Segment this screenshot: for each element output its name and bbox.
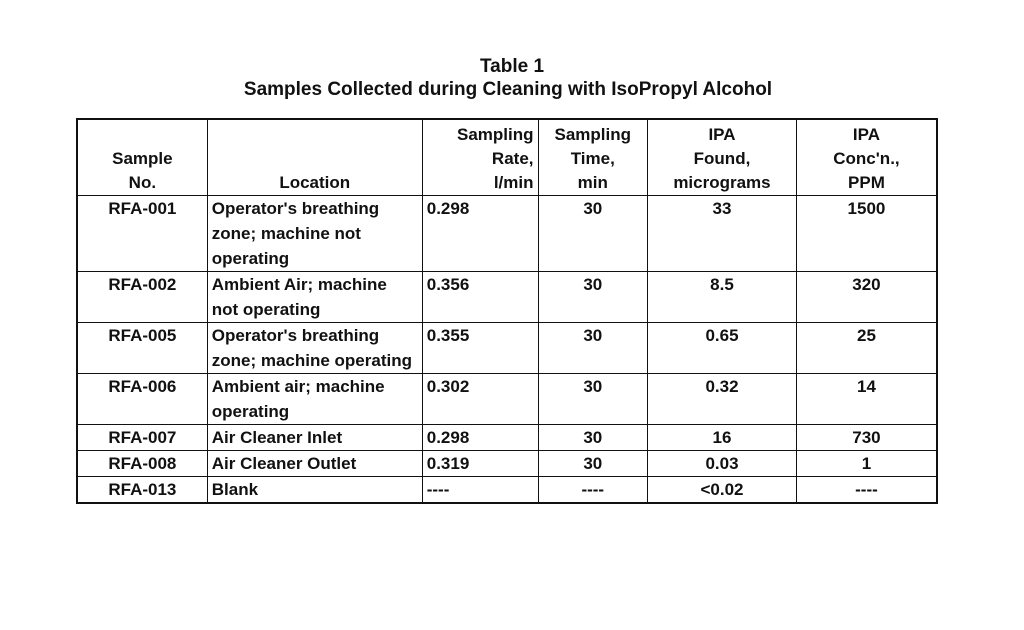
cell-ipa-concentration: 25 bbox=[796, 323, 937, 374]
cell-sampling-time: 30 bbox=[538, 425, 648, 451]
table-row bbox=[77, 272, 937, 323]
table-row bbox=[77, 196, 937, 272]
cell-sampling-time: 30 bbox=[538, 374, 648, 425]
cell-location: Air Cleaner Outlet bbox=[207, 451, 422, 477]
header-row bbox=[77, 119, 937, 196]
cell-sampling-rate: 0.302 bbox=[422, 374, 538, 425]
cell-ipa-concentration: 730 bbox=[796, 425, 937, 451]
table-row bbox=[77, 477, 937, 504]
cell-ipa-found: 0.65 bbox=[648, 323, 797, 374]
cell-sampling-time: 30 bbox=[538, 451, 648, 477]
cell-ipa-found: 33 bbox=[648, 196, 797, 272]
cell-sampling-time: 30 bbox=[538, 196, 648, 272]
cell-sampling-rate: 0.356 bbox=[422, 272, 538, 323]
cell-ipa-concentration: 1 bbox=[796, 451, 937, 477]
cell-sample-no: RFA-007 bbox=[77, 425, 207, 451]
table-number: Table 1 bbox=[479, 56, 545, 77]
cell-ipa-found: 0.03 bbox=[648, 451, 797, 477]
header-ipa-concentration: IPA Conc'n., PPM bbox=[796, 119, 937, 196]
cell-sample-no: RFA-001 bbox=[77, 196, 207, 272]
table-row bbox=[77, 451, 937, 477]
cell-ipa-found: <0.02 bbox=[648, 477, 797, 504]
samples-table bbox=[76, 118, 938, 504]
table-title-block bbox=[0, 56, 1024, 102]
cell-location: Ambient Air; machine not operating bbox=[207, 272, 422, 323]
cell-location: Ambient air; machine operating bbox=[207, 374, 422, 425]
header-sampling-time: Sampling Time, min bbox=[538, 119, 648, 196]
cell-sampling-time: 30 bbox=[538, 272, 648, 323]
cell-sample-no: RFA-013 bbox=[77, 477, 207, 504]
cell-sampling-rate: ---- bbox=[422, 477, 538, 504]
cell-ipa-concentration: 14 bbox=[796, 374, 937, 425]
header-sample-no: Sample No. bbox=[77, 119, 207, 196]
cell-ipa-concentration: 320 bbox=[796, 272, 937, 323]
cell-sampling-rate: 0.319 bbox=[422, 451, 538, 477]
cell-sample-no: RFA-008 bbox=[77, 451, 207, 477]
cell-ipa-found: 0.32 bbox=[648, 374, 797, 425]
cell-sample-no: RFA-002 bbox=[77, 272, 207, 323]
cell-location: Air Cleaner Inlet bbox=[207, 425, 422, 451]
cell-location: Blank bbox=[207, 477, 422, 504]
cell-sampling-time: ---- bbox=[538, 477, 648, 504]
cell-sampling-rate: 0.298 bbox=[422, 196, 538, 272]
cell-ipa-found: 16 bbox=[648, 425, 797, 451]
header-sampling-rate: Sampling Rate, l/min bbox=[422, 119, 538, 196]
table-row bbox=[77, 425, 937, 451]
table-caption: Samples Collected during Cleaning with IsoPropyl Alcohol bbox=[243, 79, 773, 100]
table-row bbox=[77, 374, 937, 425]
cell-ipa-concentration: 1500 bbox=[796, 196, 937, 272]
header-ipa-found: IPA Found, micrograms bbox=[648, 119, 797, 196]
cell-location: Operator's breathing zone; machine not operating bbox=[207, 196, 422, 272]
cell-ipa-found: 8.5 bbox=[648, 272, 797, 323]
cell-location: Operator's breathing zone; machine operating bbox=[207, 323, 422, 374]
cell-sample-no: RFA-006 bbox=[77, 374, 207, 425]
header-location: Location bbox=[207, 119, 422, 196]
table-row bbox=[77, 323, 937, 374]
cell-sampling-rate: 0.355 bbox=[422, 323, 538, 374]
cell-sampling-time: 30 bbox=[538, 323, 648, 374]
cell-sample-no: RFA-005 bbox=[77, 323, 207, 374]
cell-ipa-concentration: ---- bbox=[796, 477, 937, 504]
cell-sampling-rate: 0.298 bbox=[422, 425, 538, 451]
